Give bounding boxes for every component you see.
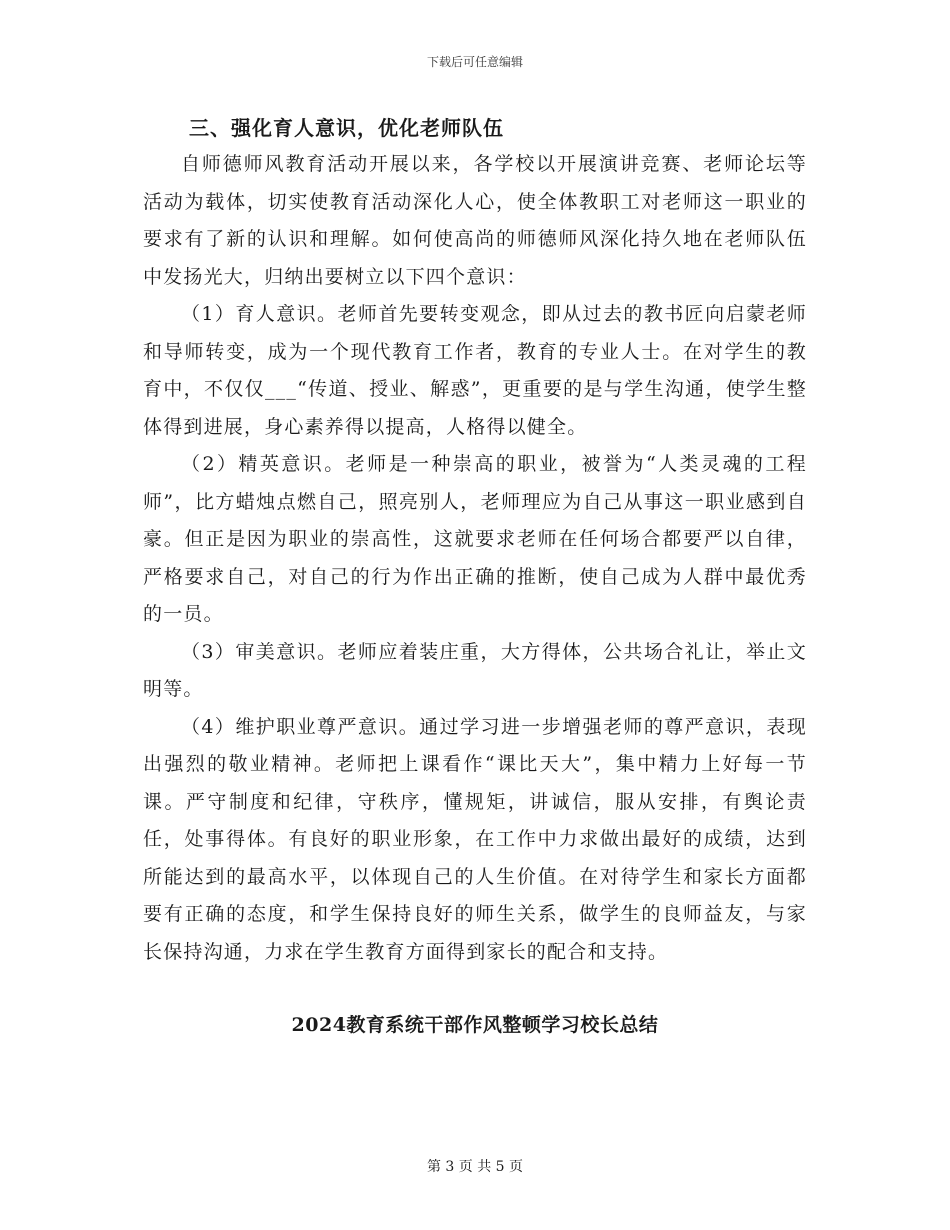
document-title: 2024教育系统干部作风整顿学习校长总结 [291, 1014, 659, 1036]
page-header-note: 下载后可任意编辑 [426, 55, 523, 69]
paragraph-elite-awareness: （2）精英意识。老师是一种崇高的职业，被誉为“人类灵魂的工程师”，比方蜡烛点燃自己，照亮别人，老师理应为自己从事这一职业感到自豪。但正是因为职业的崇高性，这就要求老师在任何场合都要严以自律，严格要求自己，对自己的行为作出正确的推断，使自己成为人群中最优秀的一员。 [143, 453, 807, 625]
paragraph-intro: 自师德师风教育活动开展以来，各学校以开展演讲竞赛、老师论坛等活动为载体，切实使教育活动深化人心，使全体教职工对老师这一职业的要求有了新的认识和理解。如何使高尚的师德师风深化持久地在老师队伍中发扬光大，归纳出要树立以下四个意识： [143, 153, 807, 288]
paragraph-dignity-awareness: （4）维护职业尊严意识。通过学习进一步增强老师的尊严意识，表现出强烈的敬业精神。老师把上课看作“课比天大”，集中精力上好每一节课。严守制度和纪律，守秩序，懂规矩，讲诚信，服从安排，有舆论责任，处事得体。有良好的职业形象，在工作中力求做出最好的成绩，达到所能达到的最高水平，以体现自己的人生价值。在对待学生和家长方面都要有正确的态度，和学生保持良好的师生关系，做学生的良师益友，与家长保持沟通，力求在学生教育方面得到家长的配合和支持。 [143, 715, 807, 963]
document-body [143, 110, 807, 971]
page-number: 第 3 页 共 5 页 [426, 1159, 524, 1175]
paragraph-aesthetic-awareness: （3）审美意识。老师应着装庄重，大方得体，公共场合礼让，举止文明等。 [143, 640, 807, 700]
section-heading: 三、强化育人意识，优化老师队伍 [189, 116, 504, 140]
paragraph-education-awareness: （1）育人意识。老师首先要转变观念，即从过去的教书匠向启蒙老师和导师转变，成为一个现代教育工作者，教育的专业人士。在对学生的教育中，不仅仅___“传道、授业、解惑”，更重要的是与学生沟通，使学生整体得到进展，身心素养得以提高，人格得以健全。 [143, 303, 807, 438]
